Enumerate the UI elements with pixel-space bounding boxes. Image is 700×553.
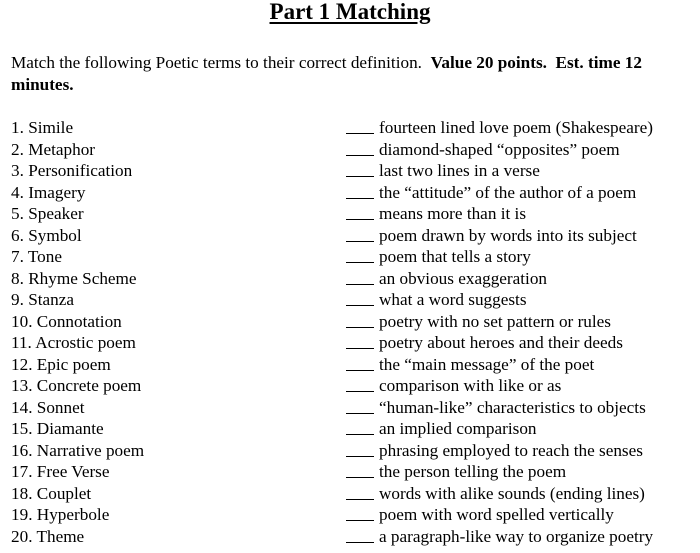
answer-blank[interactable]: [346, 398, 374, 414]
term-item: 4. Imagery: [11, 182, 86, 202]
definition-item: [346, 246, 653, 268]
definition-text: an obvious exaggeration: [379, 268, 548, 288]
definition-text: means more than it is: [379, 204, 527, 223]
answer-blank[interactable]: [346, 441, 374, 457]
definition-text: phrasing employed to reach the senses: [379, 440, 643, 460]
instructions-text: Match the following Poetic terms to their correct definition.: [11, 53, 422, 72]
term-item: 18. Couplet: [11, 483, 92, 503]
term-item: 5. Speaker: [11, 204, 84, 223]
answer-blank[interactable]: [346, 247, 374, 263]
definition-text: poetry about heroes and their deeds: [379, 333, 623, 352]
definition-text: fourteen lined love poem (Shakespeare): [379, 118, 653, 137]
term-item: 6. Symbol: [11, 225, 82, 245]
definition-item: [346, 160, 653, 182]
definition-text: the “main message” of the poet: [379, 354, 595, 374]
term-item: 11. Acrostic poem: [11, 333, 136, 352]
definition-text: poetry with no set pattern or rules: [379, 311, 611, 331]
definition-text: poem with word spelled vertically: [379, 505, 614, 524]
definition-item: [346, 483, 653, 505]
definitions-list: [346, 117, 653, 547]
term-item: 17. Free Verse: [11, 462, 110, 481]
term-item: 13. Concrete poem: [11, 376, 142, 395]
term-item: 2. Metaphor: [11, 139, 96, 159]
definition-item: [346, 182, 653, 204]
definition-item: [346, 440, 653, 462]
definition-item: [346, 268, 653, 290]
answer-blank[interactable]: [346, 118, 374, 134]
term-item: 7. Tone: [11, 247, 62, 266]
definition-item: [346, 354, 653, 376]
answer-blank[interactable]: [346, 419, 374, 435]
definition-text: what a word suggests: [379, 290, 527, 309]
definition-text: poem drawn by words into its subject: [379, 225, 637, 245]
definition-text: the “attitude” of the author of a poem: [379, 182, 637, 202]
definition-text: an implied comparison: [379, 419, 537, 438]
term-item: 3. Personification: [11, 161, 133, 180]
answer-blank[interactable]: [346, 505, 374, 521]
estimated-time: Est. time 12 minutes.: [11, 53, 642, 94]
answer-blank[interactable]: [346, 140, 374, 156]
term-item: 12. Epic poem: [11, 354, 111, 374]
terms-list: [11, 117, 144, 547]
answer-blank[interactable]: [346, 376, 374, 392]
term-item: 14. Sonnet: [11, 397, 85, 417]
answer-blank[interactable]: [346, 204, 374, 220]
page-title: Part 1 Matching: [269, 0, 431, 24]
term-item: 20. Theme: [11, 526, 85, 546]
definition-item: [346, 332, 653, 354]
definition-item: [346, 225, 653, 247]
answer-blank[interactable]: [346, 269, 374, 285]
answer-blank[interactable]: [346, 355, 374, 371]
definition-item: [346, 418, 653, 440]
answer-blank[interactable]: [346, 462, 374, 478]
answer-blank[interactable]: [346, 290, 374, 306]
definition-text: poem that tells a story: [379, 247, 531, 266]
answer-blank[interactable]: [346, 161, 374, 177]
answer-blank[interactable]: [346, 333, 374, 349]
term-item: 10. Connotation: [11, 311, 122, 331]
definition-item: [346, 526, 653, 548]
term-item: 1. Simile: [11, 118, 74, 137]
definition-item: [346, 461, 653, 483]
definition-item: [346, 375, 653, 397]
term-item: 16. Narrative poem: [11, 440, 145, 460]
definition-text: the person telling the poem: [379, 462, 567, 481]
term-item: 9. Stanza: [11, 290, 75, 309]
term-item: 8. Rhyme Scheme: [11, 268, 137, 288]
definition-text: words with alike sounds (ending lines): [379, 483, 645, 503]
definition-text: a paragraph-like way to organize poetry: [379, 526, 654, 546]
definition-item: [346, 117, 653, 139]
answer-blank[interactable]: [346, 226, 374, 242]
definition-text: comparison with like or as: [379, 376, 562, 395]
term-item: 19. Hyperbole: [11, 505, 110, 524]
answer-blank[interactable]: [346, 484, 374, 500]
definition-item: [346, 289, 653, 311]
definition-item: [346, 203, 653, 225]
point-value: Value 20 points.: [430, 53, 547, 72]
definition-text: last two lines in a verse: [379, 161, 540, 180]
definition-text: “human-like” characteristics to objects: [379, 397, 646, 417]
term-item: 15. Diamante: [11, 419, 104, 438]
definition-item: [346, 397, 653, 419]
definition-item: [346, 139, 653, 161]
definition-text: diamond-shaped “opposites” poem: [379, 139, 620, 159]
definition-item: [346, 311, 653, 333]
answer-blank[interactable]: [346, 312, 374, 328]
answer-blank[interactable]: [346, 183, 374, 199]
definition-item: [346, 504, 653, 526]
answer-blank[interactable]: [346, 527, 374, 543]
instructions: [11, 52, 691, 95]
